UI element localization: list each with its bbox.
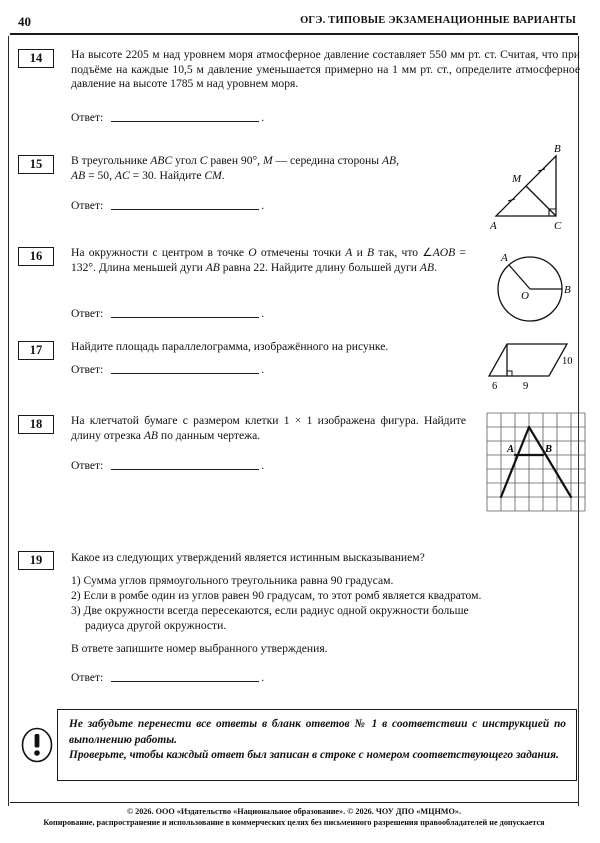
exclamation-icon (20, 726, 54, 764)
task-text (71, 154, 466, 183)
answer-label: Ответ: (71, 111, 104, 124)
page-number: 40 (18, 14, 31, 29)
page-header (18, 14, 580, 32)
option-2[interactable]: 2) Если в ромбе один из углов равен 90 градусам, то этот ромб является квадратом. (71, 589, 482, 602)
task-text-content: В треугольнике ABC угол C равен 90°, M — середина стороны AB, AB = 50, AC = 30. Найдите CM. (71, 154, 400, 182)
answer-blank[interactable] (111, 317, 259, 318)
answer-row: Ответ: . (71, 199, 265, 212)
task-number-badge: 15 (18, 155, 54, 174)
svg-text:A: A (507, 444, 515, 455)
warning-box (57, 709, 577, 781)
copyright-line-2: Копирование, распространение и использование в коммерческих целях без письменного разрешения правообладателей не допускается (43, 818, 545, 827)
svg-text:C: C (554, 220, 562, 232)
task-text (71, 246, 466, 275)
task-text: На высоте 2205 м над уровнем моря атмосферное давление составляет 550 мм рт. ст. Считая, что при подъёме на каждые 10,5 м давление уменьшается примерно на 1 мм рт. ст., определите атмосферное давление на высоте 1785 м над уровнем моря. (71, 48, 580, 91)
figure-right-triangle (482, 142, 578, 237)
answer-label: Ответ: (71, 307, 104, 320)
answer-blank[interactable] (111, 121, 259, 122)
svg-text:6: 6 (492, 381, 498, 392)
answer-blank[interactable] (111, 209, 259, 210)
task-number-badge: 16 (18, 247, 54, 266)
task-text (71, 414, 466, 443)
task-text: Какое из следующих утверждений является истинным высказыванием? (71, 551, 425, 564)
answer-blank[interactable] (111, 469, 259, 470)
svg-text:A: A (501, 252, 508, 264)
task-number-badge: 17 (18, 341, 54, 360)
answer-row: Ответ: . (71, 111, 265, 124)
header-divider (10, 33, 578, 35)
task-number-badge: 14 (18, 49, 54, 68)
option-3[interactable]: 3) Две окружности всегда пересекаются, если радиус одной окружности больше (71, 604, 469, 617)
answer-row: Ответ: . (71, 459, 265, 472)
answer-label: Ответ: (71, 363, 104, 376)
task-text-content: На клетчатой бумаге с размером клетки 1 × 1 изображена фигура. Найдите длину отрезка AB по данным чертежа. (71, 414, 466, 442)
copyright-line-1: © 2026. ООО «Издательство «Национальное образование». © 2026. ЧОУ ДПО «МЦНМО». (126, 807, 462, 816)
footer-divider (10, 802, 578, 803)
answer-blank[interactable] (111, 373, 259, 374)
answer-row: Ответ: . (71, 671, 265, 684)
answer-label: Ответ: (71, 199, 104, 212)
answer-label: Ответ: (71, 671, 104, 684)
answer-label: Ответ: (71, 459, 104, 472)
answer-blank[interactable] (111, 681, 259, 682)
answer-row: Ответ: . (71, 307, 265, 320)
svg-text:10: 10 (562, 356, 573, 367)
svg-text:B: B (564, 284, 571, 296)
svg-text:M: M (512, 173, 522, 185)
page-title: ОГЭ. ТИПОВЫЕ ЭКЗАМЕНАЦИОННЫЕ ВАРИАНТЫ (300, 15, 576, 26)
page-frame-left-rule (8, 36, 9, 806)
task-number-badge: 19 (18, 551, 54, 570)
answer-row: Ответ: . (71, 363, 265, 376)
option-1[interactable]: 1) Сумма углов прямоугольного треугольника равна 90 градусам. (71, 574, 394, 587)
svg-text:B: B (554, 143, 561, 155)
figure-grid-segment (483, 409, 591, 526)
page-footer (10, 806, 578, 828)
task-text: Найдите площадь параллелограмма, изображённого на рисунке. (71, 340, 389, 353)
task-instruction: В ответе запишите номер выбранного утверждения. (71, 642, 328, 655)
svg-text:A: A (490, 220, 497, 232)
figure-parallelogram (487, 336, 579, 397)
task-number-badge: 18 (18, 415, 54, 434)
svg-text:9: 9 (523, 381, 529, 392)
figure-circle-central-angle (492, 247, 578, 334)
option-3-continued: радиуса другой окружности. (85, 619, 227, 632)
task-text-content: На окружности с центром в точке O отмечены точки A и B так, что ∠AOB = 132°. Длина меньшей дуги AB равна 22. Найдите длину большей дуги AB. (71, 246, 467, 274)
svg-text:B: B (545, 444, 553, 455)
warning-line-1: Не забудьте перенести все ответы в бланк ответов № 1 в соответствии с инструкцией по выполнению работы. (69, 718, 566, 746)
svg-text:O: O (521, 290, 529, 302)
warning-line-2: Проверьте, чтобы каждый ответ был записан в строке с номером соответствующего задания. (69, 749, 559, 762)
